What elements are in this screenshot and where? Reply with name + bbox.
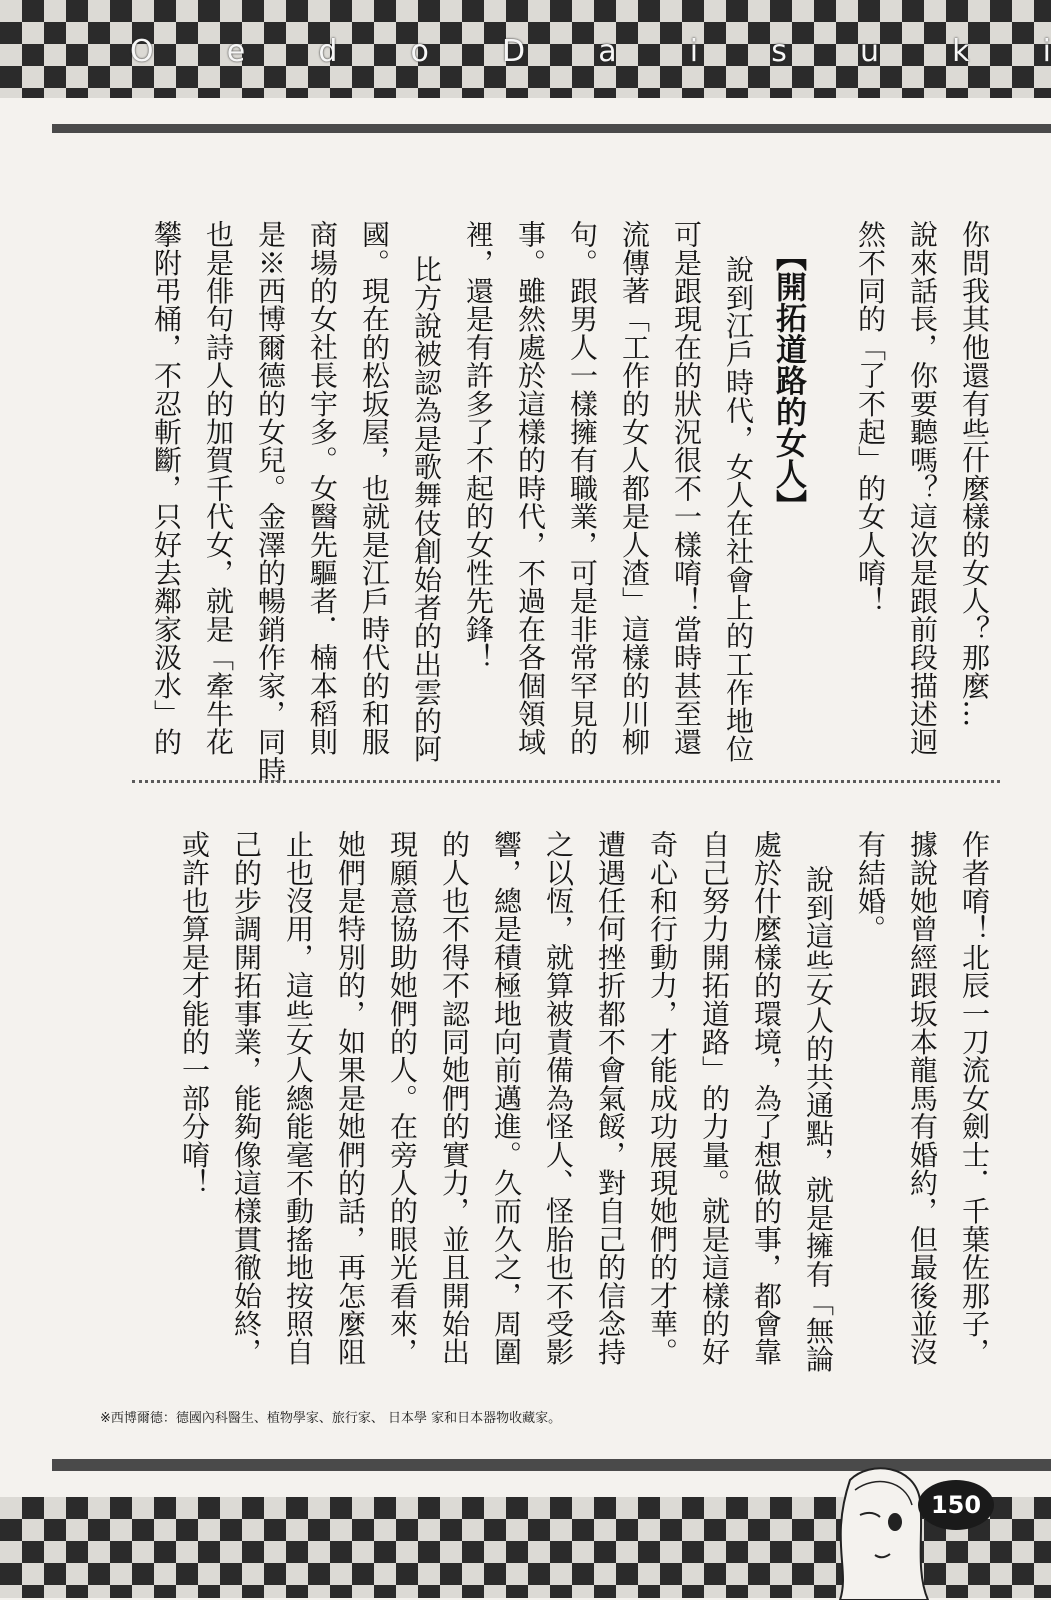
header-letter: u xyxy=(859,33,879,69)
text-column: 事。雖然處於這樣的時代，不過在各個領域 xyxy=(514,220,547,756)
text-column: 裡，還是有許多了不起的女性先鋒！ xyxy=(462,220,495,672)
header-checker-pattern xyxy=(0,0,1051,98)
text-column: 據說她曾經跟坂本龍馬有婚約，但最後並沒 xyxy=(906,830,939,1366)
section-divider xyxy=(132,780,1000,783)
text-column: 止也沒用，這些女人總能毫不動搖地按照自 xyxy=(282,830,315,1366)
text-column: 是※西博爾德的女兒。金澤的暢銷作家，同時 xyxy=(254,220,287,784)
footnote: ※西博爾德：德國內科醫生、植物學家、旅行家、 日本學 家和日本器物收藏家。 xyxy=(100,1411,562,1426)
header-letter: k xyxy=(952,33,970,69)
character-illustration-icon xyxy=(820,1460,930,1600)
text-column: 然不同的「了不起」的女人唷！ xyxy=(854,220,887,615)
text-column: 句。跟男人一樣擁有職業，可是非常罕見的 xyxy=(566,220,599,756)
text-column: 或許也算是才能的一部分唷！ xyxy=(178,830,211,1197)
header-letter: d xyxy=(318,33,338,69)
header-letter: o xyxy=(410,33,429,69)
text-column: 作者唷！北辰一刀流女劍士．千葉佐那子， xyxy=(958,830,991,1366)
text-column: 說來話長，你要聽嗎？這次是跟前段描述迥 xyxy=(906,220,939,756)
page-number: 150 xyxy=(918,1480,994,1530)
text-column: 攀附弔桶，不忍斬斷，只好去鄰家汲水」的 xyxy=(150,220,183,756)
text-column: 流傳著「工作的女人都是人渣」這樣的川柳 xyxy=(618,220,651,756)
text-body xyxy=(150,210,1000,1440)
text-column: 有結婚。 xyxy=(854,830,887,943)
text-column: 也是俳句詩人的加賀千代女，就是「牽牛花 xyxy=(202,220,235,756)
text-column: 商場的女社長宇多。女醫先驅者．楠本稻則 xyxy=(306,220,339,756)
header-letter: O xyxy=(130,33,154,69)
text-column: 現願意協助她們的人。在旁人的眼光看來， xyxy=(386,830,419,1366)
text-column: 比方說被認為是歌舞伎創始者的出雲的阿 xyxy=(410,255,443,763)
header-letter: i xyxy=(1042,33,1051,69)
text-column: 國。現在的松坂屋，也就是江戶時代的和服 xyxy=(358,220,391,756)
text-column: 說到這些女人的共通點，就是擁有「無論 xyxy=(802,865,835,1373)
text-column: 她們是特別的，如果是她們的話，再怎麼阻 xyxy=(334,830,367,1366)
header-letter: s xyxy=(771,33,787,69)
text-column: 己的步調開拓事業，能夠像這樣貫徹始終， xyxy=(230,830,263,1366)
header-letter: D xyxy=(502,33,526,69)
text-column: 的人也不得不認同她們的實力，並且開始出 xyxy=(438,830,471,1366)
text-column: 處於什麼樣的環境，為了想做的事，都會靠 xyxy=(750,830,783,1366)
text-column: 自己努力開拓道路」的力量。就是這樣的好 xyxy=(698,830,731,1366)
text-column: 你問我其他還有些什麼樣的女人？那麼… xyxy=(958,220,991,728)
text-column: 遭遇任何挫折都不會氣餒，對自己的信念持 xyxy=(594,830,627,1366)
text-column: 響，總是積極地向前邁進。久而久之，周圍 xyxy=(490,830,523,1366)
text-column: 可是跟現在的狀況很不一樣唷！當時甚至還 xyxy=(670,220,703,756)
section-heading: 【開拓道路的女人】 xyxy=(770,240,806,521)
header-letter: a xyxy=(598,33,617,69)
text-column: 之以恆，就算被責備為怪人、怪胎也不受影 xyxy=(542,830,575,1366)
text-column: 說到江戶時代，女人在社會上的工作地位 xyxy=(722,255,755,763)
text-column: 奇心和行動力，才能成功展現她們的才華。 xyxy=(646,830,679,1366)
header-letter: e xyxy=(226,33,246,69)
header-letter: i xyxy=(689,33,699,69)
header-rule xyxy=(52,124,1051,133)
